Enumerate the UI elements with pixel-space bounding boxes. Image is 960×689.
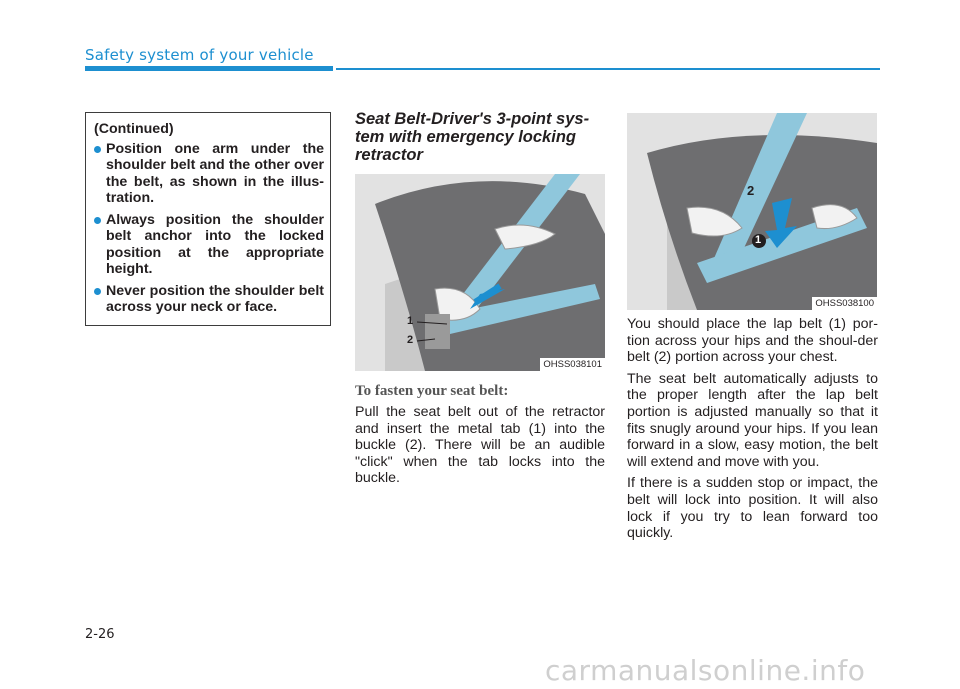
caution-list	[94, 141, 324, 316]
paragraph: If there is a sudden stop or impact, the belt will lock into position. It will also lock if you try to lean forward too quickly.	[627, 475, 878, 542]
caution-item: Always position the shoulder belt anchor into the locked position at the appropriate height.	[94, 212, 324, 278]
fasten-heading: To fasten your seat belt:	[355, 383, 509, 399]
paragraph: The seat belt automatically adjusts to the proper length after the lap belt portion is adjusted manually so that it fits snugly around your hips. If you lean forward in a slow, easy motion, the belt will extend and move with you.	[627, 370, 878, 470]
caution-item: Never position the shoulder belt across your neck or face.	[94, 283, 324, 316]
callout-2: 2	[407, 334, 414, 346]
buckle-illustration	[355, 174, 605, 371]
figure-code: OHSS038100	[812, 297, 877, 310]
callout-1: 1	[407, 315, 414, 327]
watermark: carmanualsonline.info	[545, 654, 866, 687]
belt-position-illustration	[627, 113, 877, 310]
section-title: Seat Belt-Driver's 3-point sys-tem with emergency locking retractor	[355, 110, 590, 164]
caution-item: Position one arm under the shoulder belt and the other over the belt, as shown in the illus-tration.	[94, 141, 324, 207]
callout-1: 1	[755, 234, 762, 246]
figure-code: OHSS038101	[540, 358, 605, 371]
caution-box	[85, 112, 331, 326]
header-rule-thick	[85, 66, 333, 71]
continued-label: (Continued)	[94, 121, 174, 137]
column2-text	[627, 316, 878, 547]
fasten-text	[355, 404, 605, 492]
page-number: 2-26	[85, 627, 115, 642]
header-rule-thin	[336, 68, 880, 70]
callout-2: 2	[747, 183, 755, 198]
section-header-title: Safety system of your vehicle	[85, 46, 314, 64]
paragraph: Pull the seat belt out of the retractor and insert the metal tab (1) into the buckle (2). There will be an audible "click" when the tab locks into the buckle.	[355, 404, 605, 487]
figure-belt-position-illustration	[627, 113, 877, 310]
figure-buckle-illustration	[355, 174, 605, 371]
paragraph: You should place the lap belt (1) por-tion across your hips and the shoul-der belt (2) portion across your chest.	[627, 316, 878, 366]
